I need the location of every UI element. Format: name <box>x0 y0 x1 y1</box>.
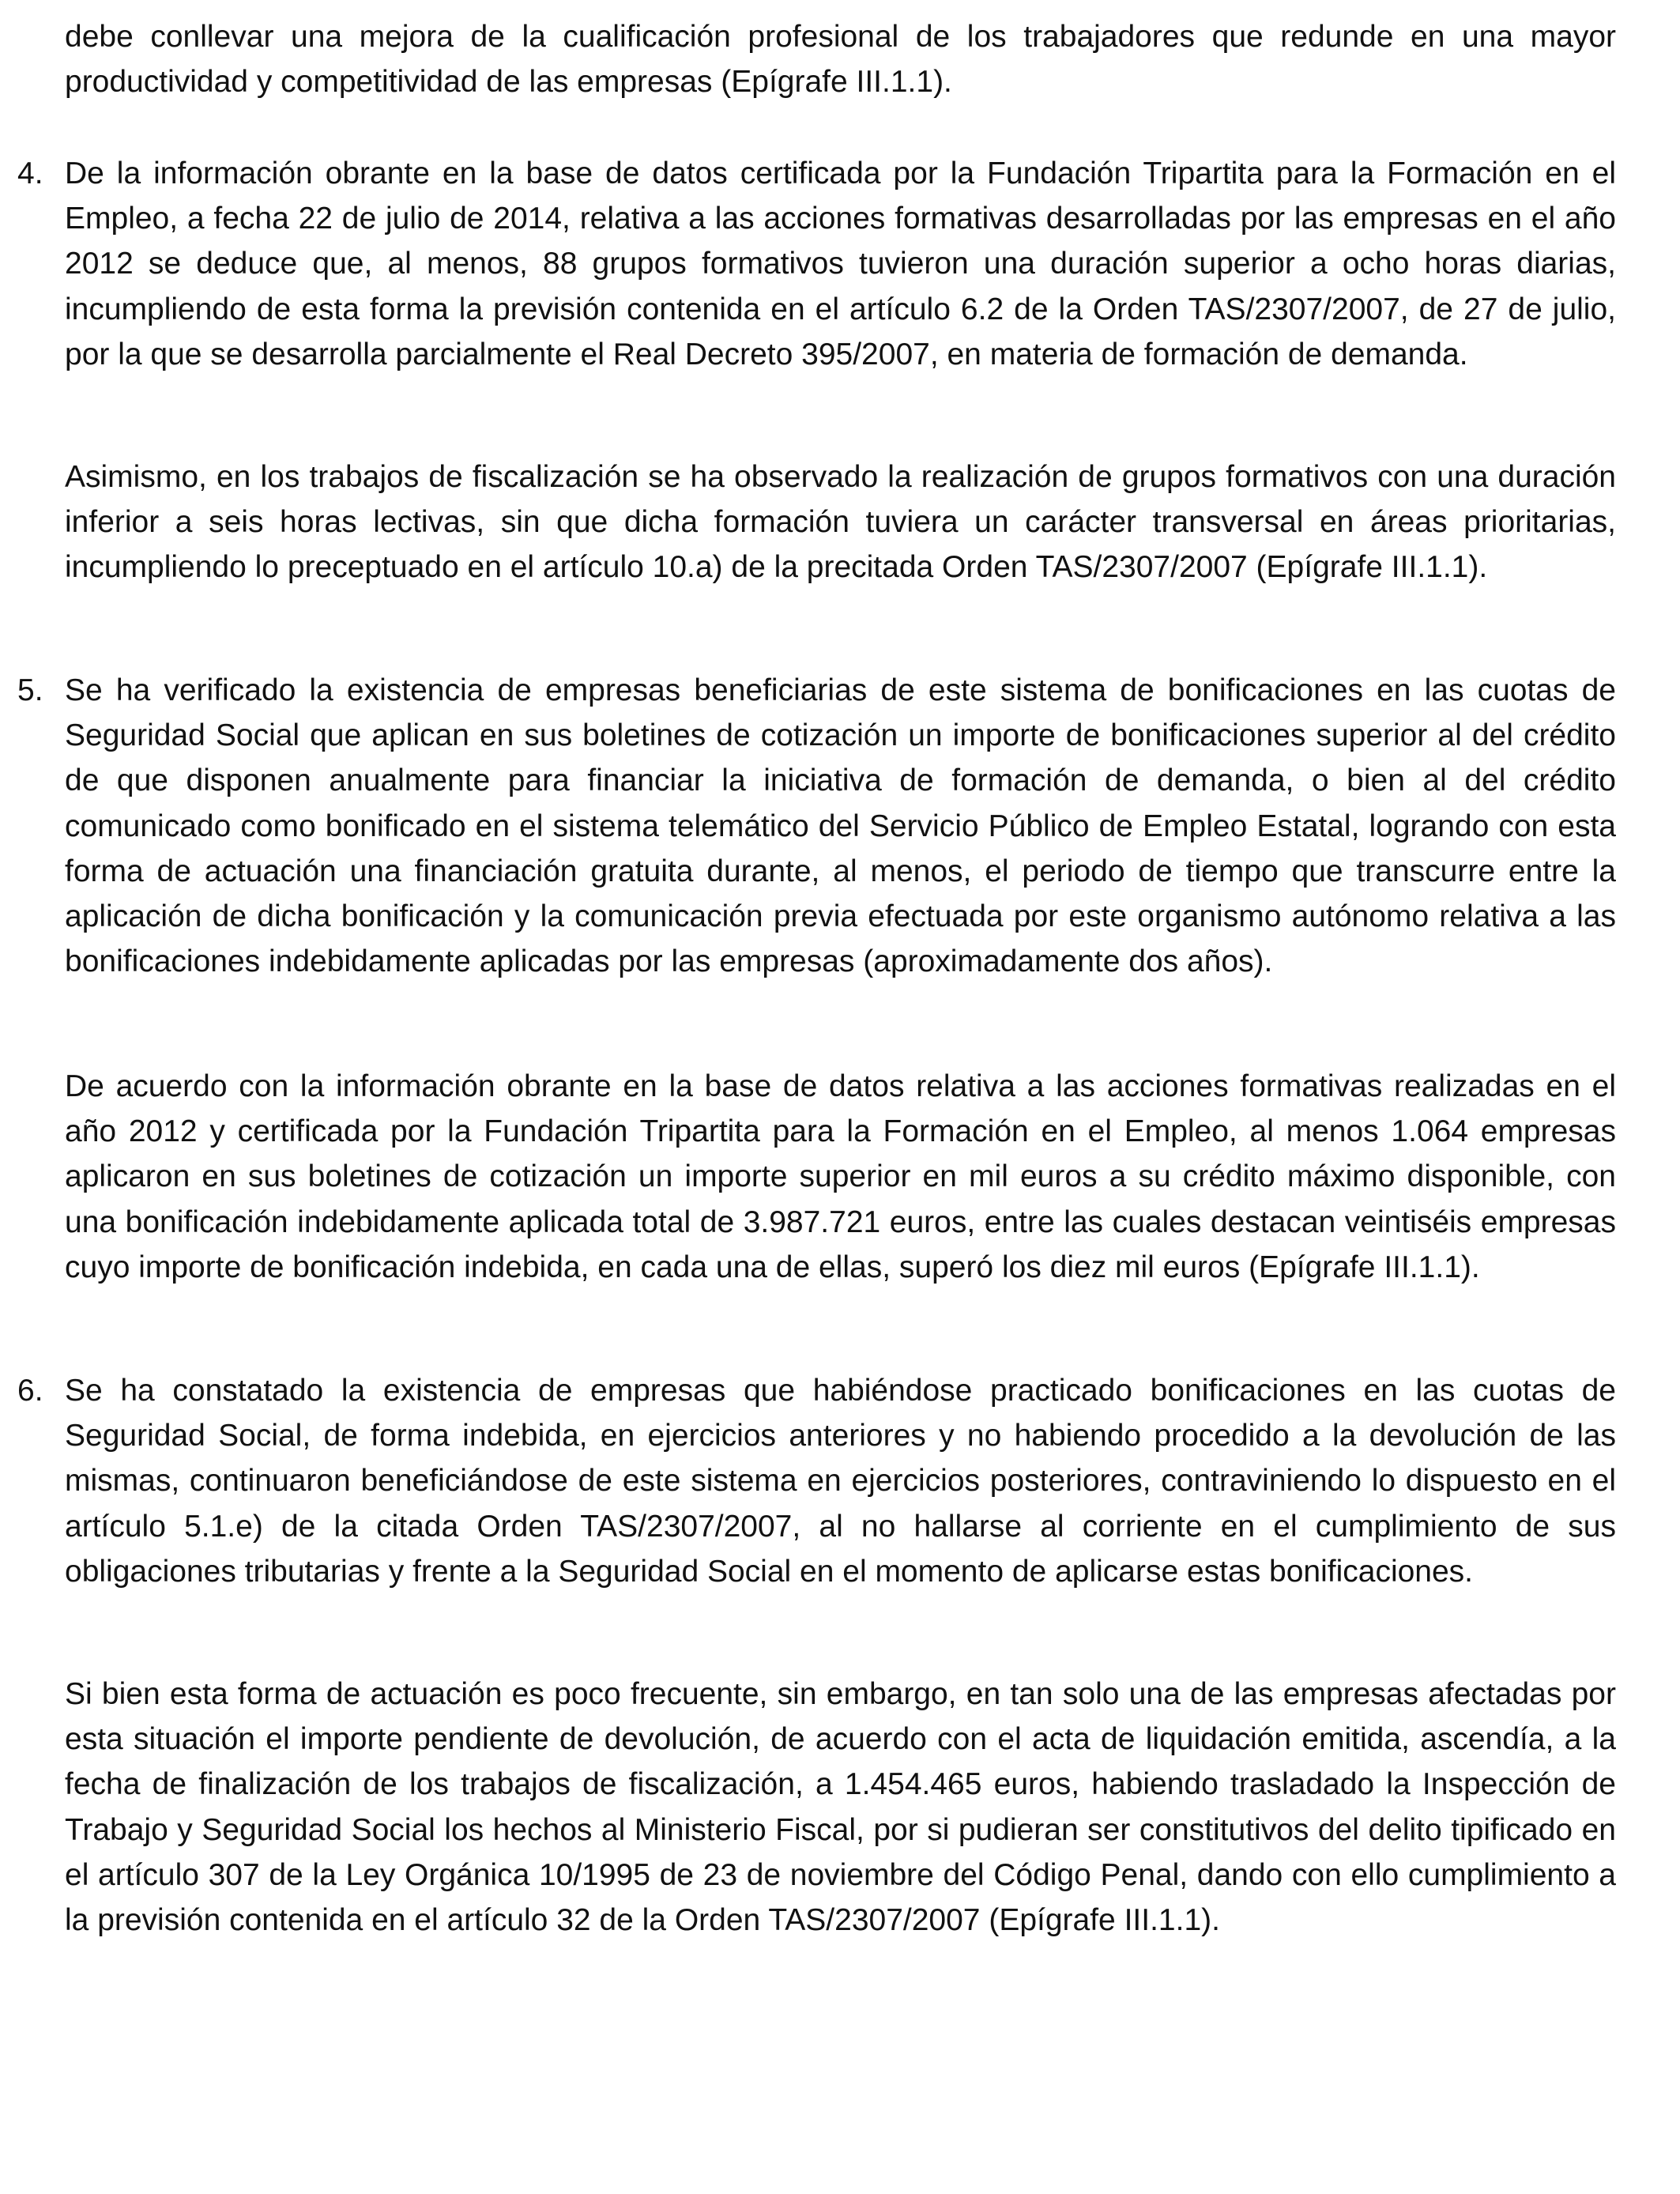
item-paragraph: Se ha constatado la existencia de empresas que habiéndose practicado bonificaciones en las cuotas de Seguridad Social, de forma indebida, en ejercicios anteriores y no habiendo procedido a la devolución de las mismas, continuaron beneficiándose de este sistema en ejercicios posteriores, contraviniendo lo dispuesto en el artículo 5.1.e) de la citada Orden TAS/2307/2007, al no hallarse al corriente en el cumplimiento de sus obligaciones tributarias y frente a la Seguridad Social en el momento de aplicarse estas bonificaciones. <box>65 1374 1616 1589</box>
list-item-4 <box>17 151 1616 377</box>
list-item-5 <box>17 668 1616 984</box>
item-number: 5. <box>17 673 43 707</box>
item-paragraph: Se ha verificado la existencia de empresas beneficiarias de este sistema de bonificaciones en las cuotas de Seguridad Social que aplican en sus boletines de cotización un importe de bonificaciones superior al del crédito de que disponen anualmente para financiar la iniciativa de formación de demanda, o bien al del crédito comunicado como bonificado en el sistema telemático del Servicio Público de Empleo Estatal, logrando con esta forma de actuación una financiación gratuita durante, al menos, el periodo de tiempo que transcurre entre la aplicación de dicha bonificación y la comunicación previa efectuada por este organismo autónomo relativa a las bonificaciones indebidamente aplicadas por las empresas (aproximadamente dos años). <box>65 673 1616 979</box>
item-paragraph: De la información obrante en la base de datos certificada por la Fundación Tripartita para la Formación en el Empleo, a fecha 22 de julio de 2014, relativa a las acciones formativas desarrolladas por las empresas en el año 2012 se deduce que, al menos, 88 grupos formativos tuvieron una duración superior a ocho horas diarias, incumpliendo de esta forma la previsión contenida en el artículo 6.2 de la Orden TAS/2307/2007, de 27 de julio, por la que se desarrolla parcialmente el Real Decreto 395/2007, en materia de formación de demanda. <box>65 156 1616 371</box>
item-paragraph: Asimismo, en los trabajos de fiscalización se ha observado la realización de grupos formativos con una duración inferior a seis horas lectivas, sin que dicha formación tuviera un carácter transversal en áreas prioritarias, incumpliendo lo preceptuado en el artículo 10.a) de la precitada Orden TAS/2307/2007 (Epígrafe III.1.1). <box>65 460 1616 585</box>
item-number: 6. <box>17 1374 43 1408</box>
item-paragraph: Si bien esta forma de actuación es poco frecuente, sin embargo, en tan solo una de las empresas afectadas por esta situación el importe pendiente de devolución, de acuerdo con el acta de liquidación emitida, ascendía, a la fecha de finalización de los trabajos de fiscalización, a 1.454.465 euros, habiendo trasladado la Inspección de Trabajo y Seguridad Social los hechos al Ministerio Fiscal, por si pudieran ser constitutivos del delito tipificado en el artículo 307 de la Ley Orgánica 10/1995 de 23 de noviembre del Código Penal, dando con ello cumplimiento a la previsión contenida en el artículo 32 de la Orden TAS/2307/2007 (Epígrafe III.1.1). <box>65 1677 1616 1938</box>
item-paragraph: De acuerdo con la información obrante en la base de datos relativa a las acciones formativas realizadas en el año 2012 y certificada por la Fundación Tripartita para la Formación en el Empleo, al menos 1.064 empresas aplicaron en sus boletines de cotización un importe superior en mil euros a su crédito máximo disponible, con una bonificación indebidamente aplicada total de 3.987.721 euros, entre las cuales destacan veintiséis empresas cuyo importe de bonificación indebida, en cada una de ellas, superó los diez mil euros (Epígrafe III.1.1). <box>65 1069 1616 1284</box>
list-item-6 <box>17 1368 1616 1594</box>
item-number: 4. <box>17 156 43 190</box>
intro-paragraph: debe conllevar una mejora de la cualificación profesional de los trabajadores que redunde en una mayor productividad y competitividad de las empresas (Epígrafe III.1.1). <box>65 20 1616 100</box>
